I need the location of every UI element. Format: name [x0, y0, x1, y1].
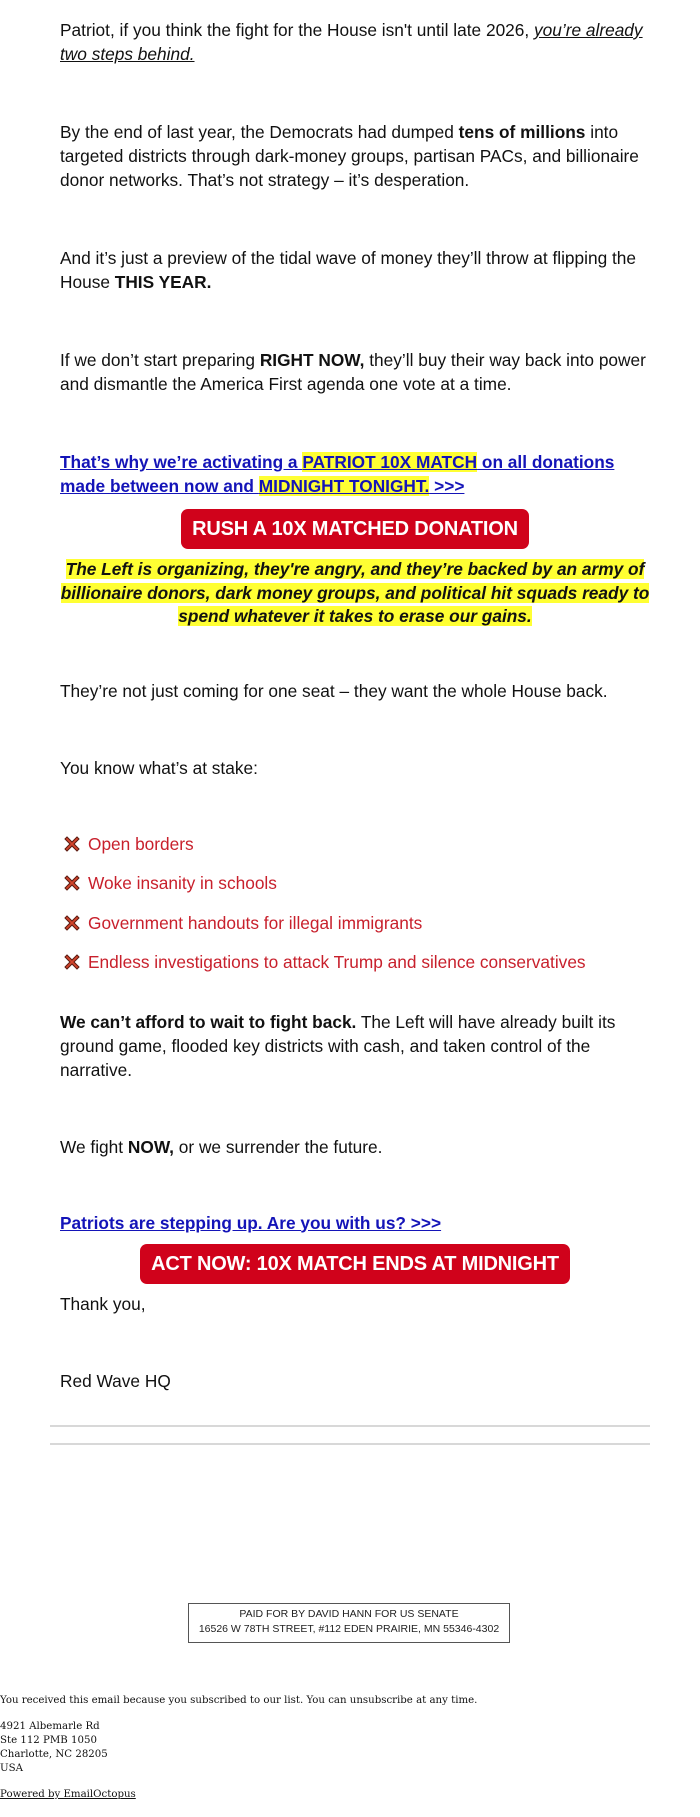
democrats-text-after: into targeted districts through dark-money groups, partisan PACs, and billionaire donor networks. That’s not strategy – it’s desperation. [60, 122, 639, 190]
preview-paragraph [60, 246, 650, 294]
preview-text: And it’s just a preview of the tidal wave of money they’ll throw at flipping the House [60, 248, 637, 292]
paid-for-disclaimer [188, 1603, 510, 1643]
callout-paragraph [56, 558, 654, 629]
intro-emphasis: you’re already two steps behind. [60, 20, 643, 64]
powered-by-link[interactable]: Powered by EmailOctopus [0, 1789, 136, 1800]
cross-mark-icon [62, 834, 82, 854]
list-item [60, 871, 650, 911]
disclaimer-line-1: PAID FOR BY DAVID HANN FOR US SENATE [239, 1608, 459, 1620]
democrats-text-before: By the end of last year, the Democrats had dumped [60, 122, 459, 142]
patriots-link-paragraph [60, 1211, 650, 1235]
address-line: 4921 Albemarle Rd [0, 1721, 100, 1732]
stake-paragraph: You know what’s at stake: [60, 757, 258, 778]
match-link-paragraph [60, 450, 650, 498]
act-now-button[interactable]: ACT NOW: 10X MATCH ENDS AT MIDNIGHT [140, 1244, 570, 1284]
afford-paragraph [60, 1010, 650, 1082]
democrats-bold: tens of millions [458, 122, 586, 142]
stakes-list [60, 832, 650, 990]
signature: Red Wave HQ [60, 1370, 171, 1391]
cross-mark-icon [62, 873, 82, 893]
afford-bold: We can’t afford to wait to fight back. [60, 1011, 357, 1032]
list-item [60, 950, 650, 990]
disclaimer-line-2: 16526 W 78TH STREET, #112 EDEN PRAIRIE, MN 55346-4302 [198, 1623, 500, 1635]
right-now-bold: RIGHT NOW, [259, 350, 365, 370]
secondary-button-row [60, 1244, 650, 1284]
fight-text-before: We fight [60, 1136, 128, 1157]
intro-paragraph [60, 18, 650, 66]
stake-item-text: Endless investigations to attack Trump and silence conservatives [88, 952, 586, 972]
address-line: USA [0, 1763, 23, 1774]
fight-bold: NOW, [127, 1136, 174, 1157]
subscription-notice: You received this email because you subscribed to our list. You can unsubscribe at any time. [0, 1695, 478, 1706]
cross-mark-icon [62, 952, 82, 972]
mailing-address [0, 1720, 700, 1776]
match-link-text-2: on all donations made between now and [60, 452, 615, 496]
patriots-link[interactable]: Patriots are stepping up. Are you with us? >>> [60, 1212, 442, 1233]
rush-donation-button[interactable]: RUSH A 10X MATCHED DONATION [181, 509, 529, 549]
right-now-text-before: If we don’t start preparing [60, 350, 260, 370]
email-body [60, 18, 650, 1393]
cross-mark-icon [62, 913, 82, 933]
primary-button-row [60, 509, 650, 549]
stake-item-text: Open borders [88, 833, 194, 854]
right-now-paragraph [60, 348, 650, 396]
address-line: Ste 112 PMB 1050 [0, 1735, 97, 1746]
democrats-paragraph [60, 120, 650, 192]
fight-paragraph [60, 1135, 650, 1159]
divider-top [50, 1425, 650, 1427]
list-item [60, 832, 650, 872]
email-footer [0, 1694, 700, 1802]
match-link-arrows: >>> [429, 476, 465, 496]
address-line: Charlotte, NC 28205 [0, 1749, 108, 1760]
right-now-text-after: they’ll buy their way back into power and dismantle the America First agenda one vote at a time. [60, 350, 646, 394]
stake-item-text: Government handouts for illegal immigrants [88, 912, 423, 933]
stake-item-text: Woke insanity in schools [88, 873, 277, 893]
afford-text: The Left will have already built its ground game, flooded key districts with cash, and taken control of the narrative. [60, 1011, 616, 1080]
callout-text: The Left is organizing, they're angry, and they’re backed by an army of billionaire donors, dark money groups, and political hit squads ready to spend whatever it takes to erase our gains. [60, 559, 650, 626]
fight-text-after: or we surrender the future. [173, 1136, 383, 1157]
match-donation-link[interactable] [60, 452, 614, 496]
intro-text: Patriot, if you think the fight for the House isn't until late 2026, [60, 20, 535, 40]
match-link-text-1: That’s why we’re activating a [60, 452, 303, 472]
divider-bottom [50, 1443, 650, 1445]
closing-text: Thank you, [60, 1293, 146, 1314]
preview-bold: THIS YEAR. [114, 272, 212, 292]
match-link-highlight-1: PATRIOT 10X MATCH [302, 452, 478, 472]
list-item [60, 911, 650, 951]
match-link-highlight-2: MIDNIGHT TONIGHT. [258, 476, 430, 496]
seat-paragraph: They’re not just coming for one seat – they want the whole House back. [60, 680, 608, 701]
